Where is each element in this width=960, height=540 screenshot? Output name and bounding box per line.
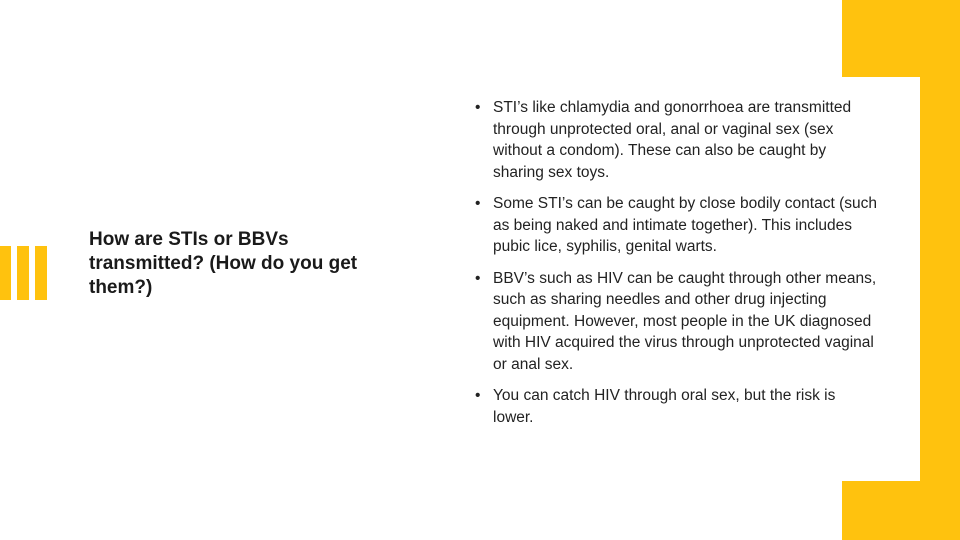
bullet-item	[475, 268, 880, 376]
slide-title: How are STIs or BBVs transmitted? (How do you get them?)	[89, 229, 358, 298]
bullet-text: Some STI’s can be caught by close bodily contact (such as being naked and intimate together). This includes pubic lice, syphilis, genital warts.	[493, 195, 877, 255]
bullet-list	[475, 97, 880, 438]
bullet-dot-icon: •	[475, 269, 481, 287]
stripe-1	[0, 246, 11, 300]
bullet-item	[475, 97, 880, 183]
stripe-2	[17, 246, 29, 300]
bullet-text: You can catch HIV through oral sex, but the risk is lower.	[493, 387, 836, 426]
bullet-dot-icon: •	[475, 99, 481, 116]
bullet-item	[475, 193, 880, 258]
bullet-text: BBV’s such as HIV can be caught through other means, such as sharing needles and other drug injecting equipment. However, most people in the UK diagnosed with HIV acquired the virus through unprotected vaginal or anal sex.	[493, 269, 877, 373]
stripes-decoration	[0, 246, 60, 300]
bullet-dot-icon: •	[475, 387, 481, 404]
bullet-item	[475, 385, 880, 428]
bullet-text: STI’s like chlamydia and gonorrhoea are transmitted through unprotected oral, anal or vaginal sex (sex without a condom). These can also be caught by sharing sex toys.	[493, 99, 852, 181]
bullet-dot-icon: •	[475, 195, 481, 212]
stripe-3	[35, 246, 47, 300]
